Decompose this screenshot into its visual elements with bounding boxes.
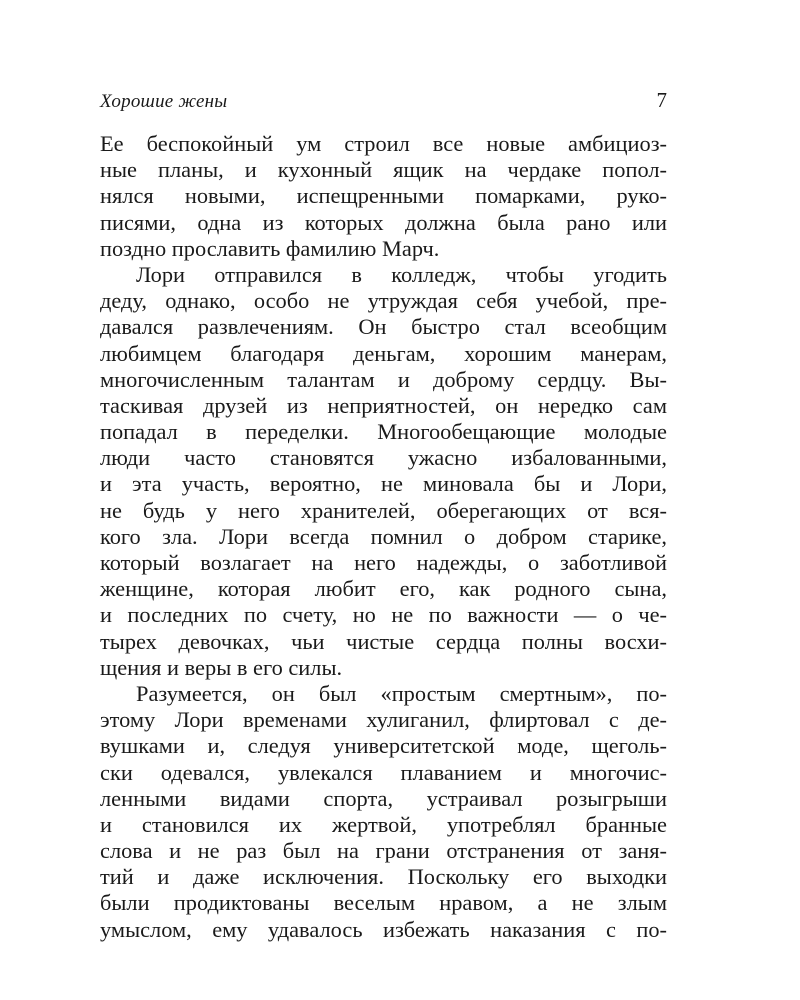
text-line: этому Лори временами хулиганил, флиртовал с де- — [100, 707, 667, 733]
text-line: давался развлечениям. Он быстро стал всеобщим — [100, 314, 667, 340]
text-line: и последних по счету, но не по важности — о че- — [100, 602, 667, 628]
text-line: ные планы, и кухонный ящик на чердаке попол- — [100, 157, 667, 183]
text-line: попадал в переделки. Многообещающие молодые — [100, 419, 667, 445]
text-line: многочисленным талантам и доброму сердцу. Вы- — [100, 366, 667, 392]
paragraph — [100, 262, 667, 681]
text-line: не будь у него хранителей, оберегающих от вся- — [100, 497, 667, 523]
text-line: любимцем благодаря деньгам, хорошим манерам, — [100, 340, 667, 366]
text-line: щения и веры в его силы. — [100, 654, 343, 680]
text-line: слова и не раз был на грани отстранения от заня- — [100, 838, 667, 864]
running-head — [100, 88, 667, 118]
text-line: вушками и, следуя университетской моде, щеголь- — [100, 733, 667, 759]
text-line: тырех девочках, чьи чистые сердца полны восхи- — [100, 628, 667, 654]
text-line: ленными видами спорта, устраивал розыгрыши — [100, 785, 667, 811]
text-line: Разумеется, он был «простым смертным», по- — [136, 680, 667, 706]
text-line: писями, одна из которых должна была рано или — [100, 209, 667, 235]
text-line: тий и даже исключения. Поскольку его выходки — [100, 864, 667, 890]
book-page — [100, 88, 667, 943]
text-line: ски одевался, увлекался плаванием и многочис- — [100, 759, 667, 785]
text-line: умыслом, ему удавалось избежать наказания с по- — [100, 916, 667, 942]
text-line: таскивая друзей из неприятностей, он нередко сам — [100, 392, 667, 418]
text-line: люди часто становятся ужасно избалованными, — [100, 445, 667, 471]
text-line: и становился их жертвой, употреблял бранные — [100, 811, 667, 837]
paragraph — [100, 131, 667, 262]
text-line: кого зла. Лори всегда помнил о добром старике, — [100, 523, 667, 549]
text-line: деду, однако, особо не утруждая себя учебой, пре- — [100, 288, 667, 314]
running-head-title: Хорошие жены — [100, 91, 228, 112]
text-line: были продиктованы веселым нравом, а не злым — [100, 890, 667, 916]
text-line: нялся новыми, испещренными помарками, руко- — [100, 183, 667, 209]
text-line: Лори отправился в колледж, чтобы угодить — [136, 261, 667, 287]
text-line: и эта участь, вероятно, не миновала бы и Лори, — [100, 471, 667, 497]
text-line: поздно прославить фамилию Марч. — [100, 235, 440, 261]
page-number: 7 — [656, 88, 667, 112]
text-line: женщине, которая любит его, как родного сына, — [100, 576, 667, 602]
text-line: который возлагает на него надежды, о заботливой — [100, 550, 667, 575]
text-line: Ее беспокойный ум строил все новые амбициоз- — [100, 131, 667, 156]
paragraph — [100, 681, 667, 943]
body-text — [100, 131, 667, 943]
